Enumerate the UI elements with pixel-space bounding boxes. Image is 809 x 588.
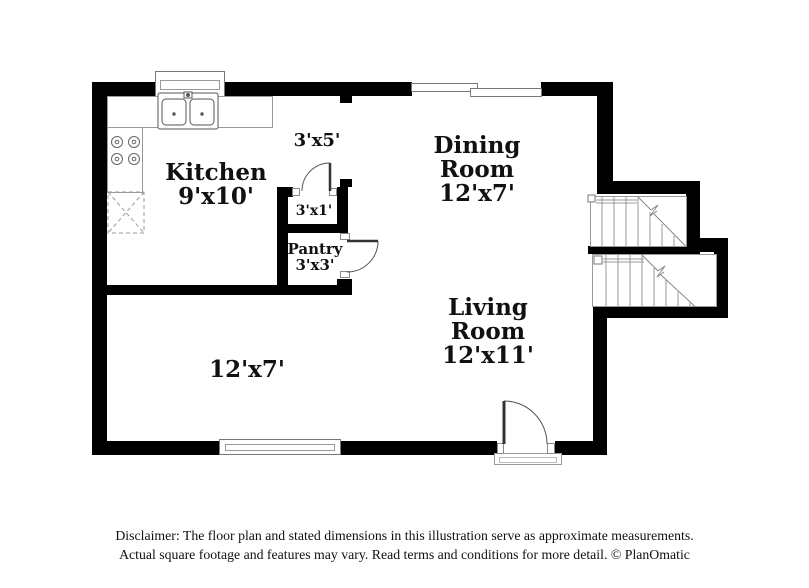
nook-dims: 3'x1'	[295, 203, 333, 219]
pantry-door-icon	[347, 241, 378, 272]
dining-room-label	[434, 134, 521, 206]
disclaimer-line2: Actual square footage and features may vary. Read terms and conditions for more detail. © PlanOmatic	[119, 547, 690, 562]
dining-name-line1: Dining	[433, 132, 521, 159]
sink-icon	[158, 92, 218, 129]
dining-name-line2: Room	[439, 156, 515, 183]
staircase-lower-icon	[593, 255, 717, 307]
kitchen-dims: 9'x10'	[178, 183, 254, 210]
living-name-line1: Living	[448, 294, 528, 321]
disclaimer-line1: Disclaimer: The floor plan and stated dimensions in this illustration serve as approximate measurements.	[115, 528, 694, 543]
closet-dims: 3'x5'	[293, 130, 341, 151]
living-room-label	[442, 296, 534, 368]
closet-door-icon	[302, 163, 330, 191]
kitchen-label	[165, 161, 266, 209]
pantry-dims: 3'x3'	[295, 256, 335, 274]
staircase-upper-icon	[588, 195, 687, 247]
nook-dims-label	[296, 204, 332, 219]
living-dims: 12'x11'	[442, 342, 534, 369]
dining-dims: 12'x7'	[439, 180, 515, 207]
entry-door-icon	[504, 401, 547, 444]
disclaimer	[0, 526, 809, 564]
pantry-name: Pantry	[287, 240, 343, 258]
bonus-room-dims: 12'x7'	[209, 356, 285, 383]
bonus-room-dims-label	[209, 358, 285, 382]
pantry-label	[287, 241, 342, 273]
living-name-line2: Room	[450, 318, 526, 345]
closet-dims-label	[294, 131, 341, 150]
kitchen-name: Kitchen	[165, 159, 267, 186]
refrigerator-space-icon	[108, 192, 144, 233]
